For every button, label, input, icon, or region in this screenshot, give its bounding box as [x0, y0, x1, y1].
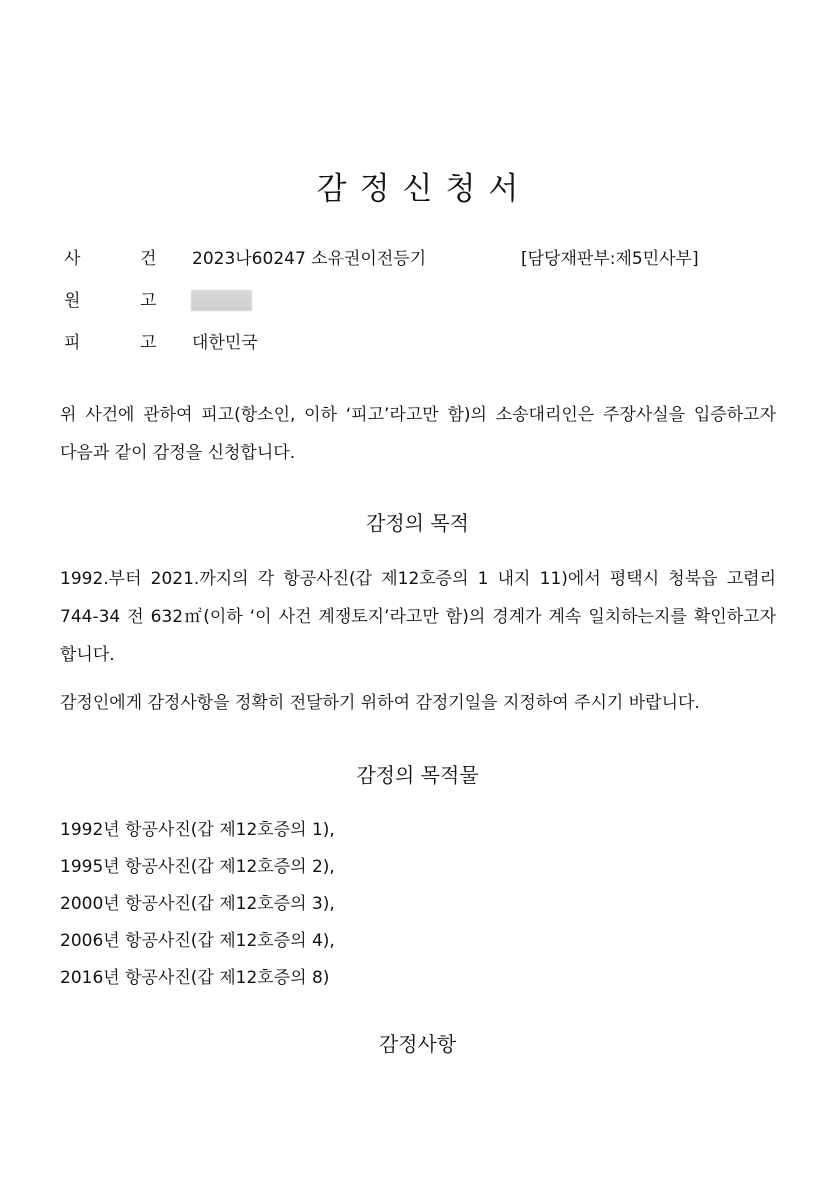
list-item: 2000년 항공사진(갑 제12호증의 3), [60, 894, 335, 914]
purpose-paragraph: 1992.부터 2021.까지의 각 항공사진(갑 제12호증의 1 내지 11)에서 평택시 청북읍 고렴리 744-34 전 632㎡(이하 ‘이 사건 계쟁토지’라고만 함)의 경계가 계속 일치하는지를 확인하고자 합니다. [60, 569, 776, 665]
defendant-name: 대한민국 [192, 333, 258, 353]
list-item: 1995년 항공사진(갑 제12호증의 2), [60, 857, 335, 877]
case-label-part2: 건 [140, 249, 157, 269]
defendant-label-part2: 고 [140, 333, 157, 353]
list-item: 1992년 항공사진(갑 제12호증의 1), [60, 820, 335, 840]
case-number-row [64, 244, 774, 274]
case-number: 2023나60247 소유권이전등기 [192, 249, 427, 269]
object-list [60, 812, 335, 997]
appraisal-date-request-paragraph: 감정인에게 감정사항을 정확히 전달하기 위하여 감정기일을 지정하여 주시기 바랍니다. [60, 693, 700, 713]
plaintiff-row [64, 286, 774, 316]
object-heading: 감정의 목적물 [356, 763, 479, 787]
list-item: 2016년 항공사진(갑 제12호증의 8) [60, 968, 330, 988]
case-label-part1: 사 [64, 249, 81, 269]
matters-heading: 감정사항 [378, 1032, 457, 1056]
document-title: 감정신청서 [316, 171, 532, 207]
defendant-label-part1: 피 [64, 333, 81, 353]
court-division: [담당재판부:제5민사부] [521, 249, 699, 269]
purpose-heading: 감정의 목적 [366, 511, 469, 535]
intro-paragraph: 위 사건에 관하여 피고(항소인, 이하 ‘피고’라고만 함)의 소송대리인은 주장사실을 입증하고자 다음과 같이 감정을 신청합니다. [60, 405, 776, 463]
plaintiff-label-part2: 고 [140, 291, 157, 311]
plaintiff-label-part1: 원 [64, 291, 81, 311]
redacted-plaintiff-name [191, 290, 252, 311]
defendant-row [64, 328, 774, 358]
list-item: 2006년 항공사진(갑 제12호증의 4), [60, 931, 335, 951]
